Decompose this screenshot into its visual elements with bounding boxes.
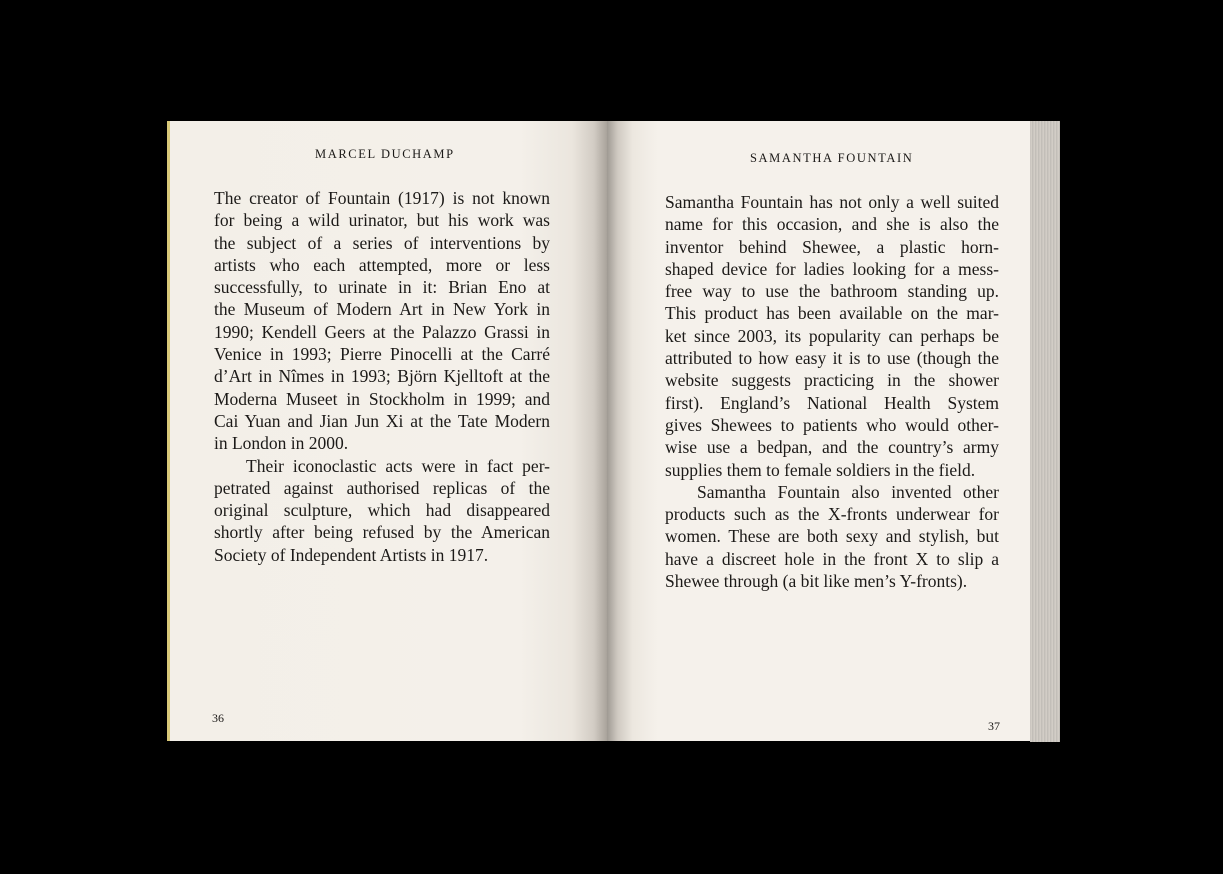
text-line: the subject of a series of interventions by — [214, 232, 550, 253]
right-page — [607, 121, 1030, 741]
text-line: supplies them to female soldiers in the field. — [665, 459, 976, 480]
text-line: inventor behind Shewee, a plastic horn- — [665, 236, 999, 257]
page-edge-highlight — [167, 121, 170, 741]
text-line: wise use a bedpan, and the country’s army — [665, 437, 999, 458]
text-line: website suggests practicing in the shower — [665, 370, 999, 391]
text-line: name for this occasion, and she is also the — [665, 214, 999, 235]
text-line: gives Shewees to patients who would other- — [665, 414, 999, 435]
text-line: Society of Independent Artists in 1917. — [214, 544, 489, 565]
text-line: original sculpture, which had disappeared — [214, 500, 550, 521]
text-line: the Museum of Modern Art in New York in — [214, 299, 550, 320]
text-line: free way to use the bathroom standing up. — [665, 281, 999, 302]
page-edges — [1030, 121, 1060, 742]
text-line: attributed to how easy it is to use (though the — [665, 348, 999, 369]
text-line: in London in 2000. — [214, 433, 349, 454]
page-number-right: 37 — [988, 719, 1000, 733]
text-line: Moderna Museet in Stockholm in 1999; and — [214, 388, 550, 409]
text-line: ket since 2003, its popularity can perhaps be — [665, 325, 999, 346]
text-line: Their iconoclastic acts were in fact per- — [246, 455, 550, 476]
text-line: Samantha Fountain has not only a well suited — [665, 192, 999, 212]
text-line: first). England’s National Health System — [665, 392, 999, 413]
page-number-left: 36 — [212, 711, 224, 725]
running-head-right: SAMANTHA FOUNTAIN — [750, 151, 914, 165]
text-line: shaped device for ladies looking for a mess- — [665, 258, 999, 279]
text-line: women. These are both sexy and stylish, but — [665, 526, 999, 547]
text-line: have a discreet hole in the front X to slip a — [665, 548, 999, 569]
text-line: artists who each attempted, more or less — [214, 254, 550, 275]
text-line: Shewee through (a bit like men’s Y-fronts). — [665, 571, 968, 592]
text-line: shortly after being refused by the American — [214, 522, 550, 543]
text-line: Venice in 1993; Pierre Pinocelli at the Carré — [214, 344, 550, 365]
text-line: This product has been available on the mar- — [665, 303, 999, 324]
text-line: for being a wild urinator, but his work was — [214, 210, 550, 231]
text-line: d’Art in Nîmes in 1993; Björn Kjelltoft at the — [214, 366, 550, 387]
left-page-body — [214, 187, 550, 566]
text-line: Cai Yuan and Jian Jun Xi at the Tate Modern — [214, 410, 550, 431]
text-line: products such as the X-fronts underwear for — [665, 504, 999, 525]
running-head-left: MARCEL DUCHAMP — [315, 147, 455, 161]
left-page — [167, 121, 607, 741]
right-page-body — [665, 191, 999, 592]
text-line: Samantha Fountain also invented other — [697, 481, 999, 502]
text-line: The creator of Fountain (1917) is not known — [214, 188, 550, 208]
text-line: 1990; Kendell Geers at the Palazzo Grassi in — [214, 321, 550, 342]
text-line: successfully, to urinate in it: Brian Eno at — [214, 277, 550, 298]
text-line: petrated against authorised replicas of the — [214, 477, 550, 498]
